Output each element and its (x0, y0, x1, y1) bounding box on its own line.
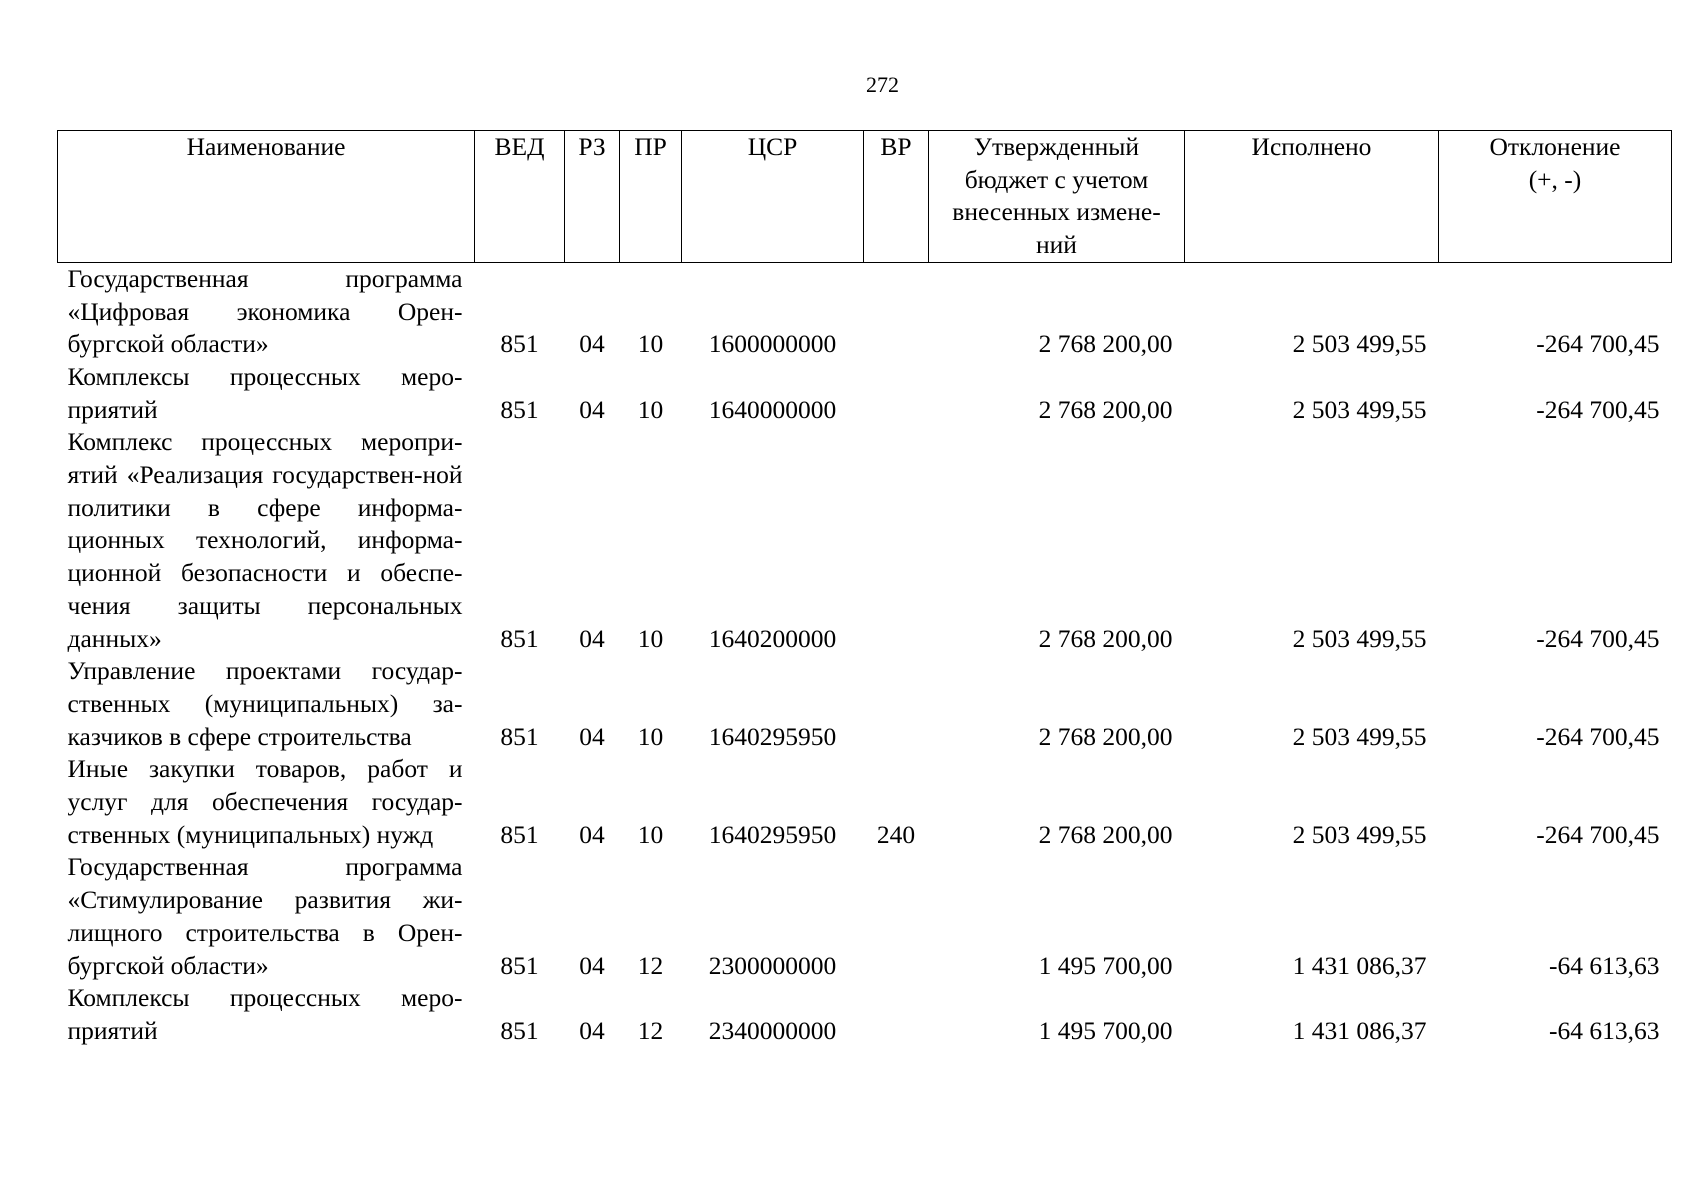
row-ved: 851 (500, 950, 539, 980)
row-ved: 851 (500, 329, 539, 359)
row-deviation: -264 700,45 (1536, 819, 1660, 849)
row-approved: 2 768 200,00 (1038, 329, 1173, 359)
header-deviation: Отклонение (+, -) (1439, 131, 1672, 263)
row-vr: 240 (876, 819, 916, 849)
row-approved: 2 768 200,00 (1038, 721, 1173, 751)
header-csr: ЦСР (682, 131, 864, 263)
row-approved: 2 768 200,00 (1038, 394, 1173, 424)
header-name: Наименование (58, 131, 475, 263)
table-header-row (58, 131, 1672, 263)
header-rz: РЗ (565, 131, 620, 263)
row-executed: 2 503 499,55 (1292, 721, 1427, 751)
row-name: Государственная программа «Цифровая экономика Орен-бургской области» (67, 263, 463, 359)
page-number: 272 (866, 72, 899, 97)
row-name: Комплексы процессных меро-приятий (67, 361, 463, 424)
row-name: Иные закупки товаров, работ и услуг для обеспечения государ-ственных (муниципальных) нужд (67, 754, 463, 849)
row-rz: 04 (579, 950, 605, 980)
row-pr: 10 (637, 623, 664, 653)
row-approved: 1 495 700,00 (1038, 1015, 1173, 1045)
row-approved: 2 768 200,00 (1038, 819, 1173, 849)
table-row (58, 851, 1672, 982)
row-vr (864, 851, 929, 982)
row-csr: 1640295950 (708, 819, 837, 849)
row-deviation: -64 613,63 (1549, 1015, 1660, 1045)
row-vr (864, 982, 929, 1047)
header-ved: ВЕД (475, 131, 565, 263)
row-deviation: -64 613,63 (1549, 950, 1660, 980)
row-rz: 04 (579, 329, 605, 359)
row-approved: 2 768 200,00 (1038, 623, 1173, 653)
row-rz: 04 (579, 1015, 605, 1045)
row-executed: 2 503 499,55 (1292, 329, 1427, 359)
row-name: Управление проектами государ-ственных (муниципальных) за-казчиков в сфере строительства (67, 656, 463, 751)
row-vr (864, 426, 929, 655)
row-pr: 10 (637, 329, 664, 359)
row-rz: 04 (579, 394, 605, 424)
row-vr (864, 655, 929, 753)
row-approved: 1 495 700,00 (1038, 950, 1173, 980)
row-pr: 10 (637, 394, 664, 424)
row-deviation: -264 700,45 (1536, 721, 1660, 751)
row-ved: 851 (500, 1015, 539, 1045)
row-ved: 851 (500, 721, 539, 751)
row-pr: 10 (637, 721, 664, 751)
row-executed: 1 431 086,37 (1292, 950, 1427, 980)
table-row (58, 262, 1672, 361)
table-row (58, 361, 1672, 426)
row-ved: 851 (500, 394, 539, 424)
row-executed: 2 503 499,55 (1292, 623, 1427, 653)
header-pr: ПР (620, 131, 682, 263)
row-executed: 2 503 499,55 (1292, 819, 1427, 849)
row-rz: 04 (579, 819, 605, 849)
row-csr: 2300000000 (708, 950, 837, 980)
row-vr (864, 361, 929, 426)
row-pr: 12 (637, 1015, 664, 1045)
table-row (58, 753, 1672, 851)
row-executed: 1 431 086,37 (1292, 1015, 1427, 1045)
table-row (58, 655, 1672, 753)
row-deviation: -264 700,45 (1536, 394, 1660, 424)
row-name: Комплексы процессных меро-приятий (67, 983, 463, 1045)
row-name: Комплекс процессных меропри-ятий «Реализация государствен-ной политики в сфере информа-ционных технологий, информа-ционной безопасности и обеспе-чения защиты персональных данных» (67, 427, 463, 653)
row-executed: 2 503 499,55 (1292, 394, 1427, 424)
header-executed: Исполнено (1185, 131, 1439, 263)
row-rz: 04 (579, 721, 605, 751)
table-row (58, 982, 1672, 1047)
row-deviation: -264 700,45 (1536, 623, 1660, 653)
row-csr: 1640295950 (708, 721, 837, 751)
row-csr: 1600000000 (708, 329, 837, 359)
row-rz: 04 (579, 623, 605, 653)
row-csr: 1640000000 (708, 394, 837, 424)
table-row (58, 426, 1672, 655)
row-pr: 12 (637, 950, 664, 980)
row-ved: 851 (500, 819, 539, 849)
header-approved: Утвержденный бюджет с учетом внесенных измене-ний (929, 131, 1185, 263)
row-csr: 1640200000 (708, 623, 837, 653)
row-pr: 10 (637, 819, 664, 849)
row-name: Государственная программа «Стимулирование развития жи-лищного строительства в Орен-бургской области» (67, 852, 463, 980)
budget-table (57, 130, 1672, 1048)
row-vr (864, 262, 929, 361)
row-deviation: -264 700,45 (1536, 329, 1660, 359)
row-ved: 851 (500, 623, 539, 653)
row-csr: 2340000000 (708, 1015, 837, 1045)
header-vr: ВР (864, 131, 929, 263)
